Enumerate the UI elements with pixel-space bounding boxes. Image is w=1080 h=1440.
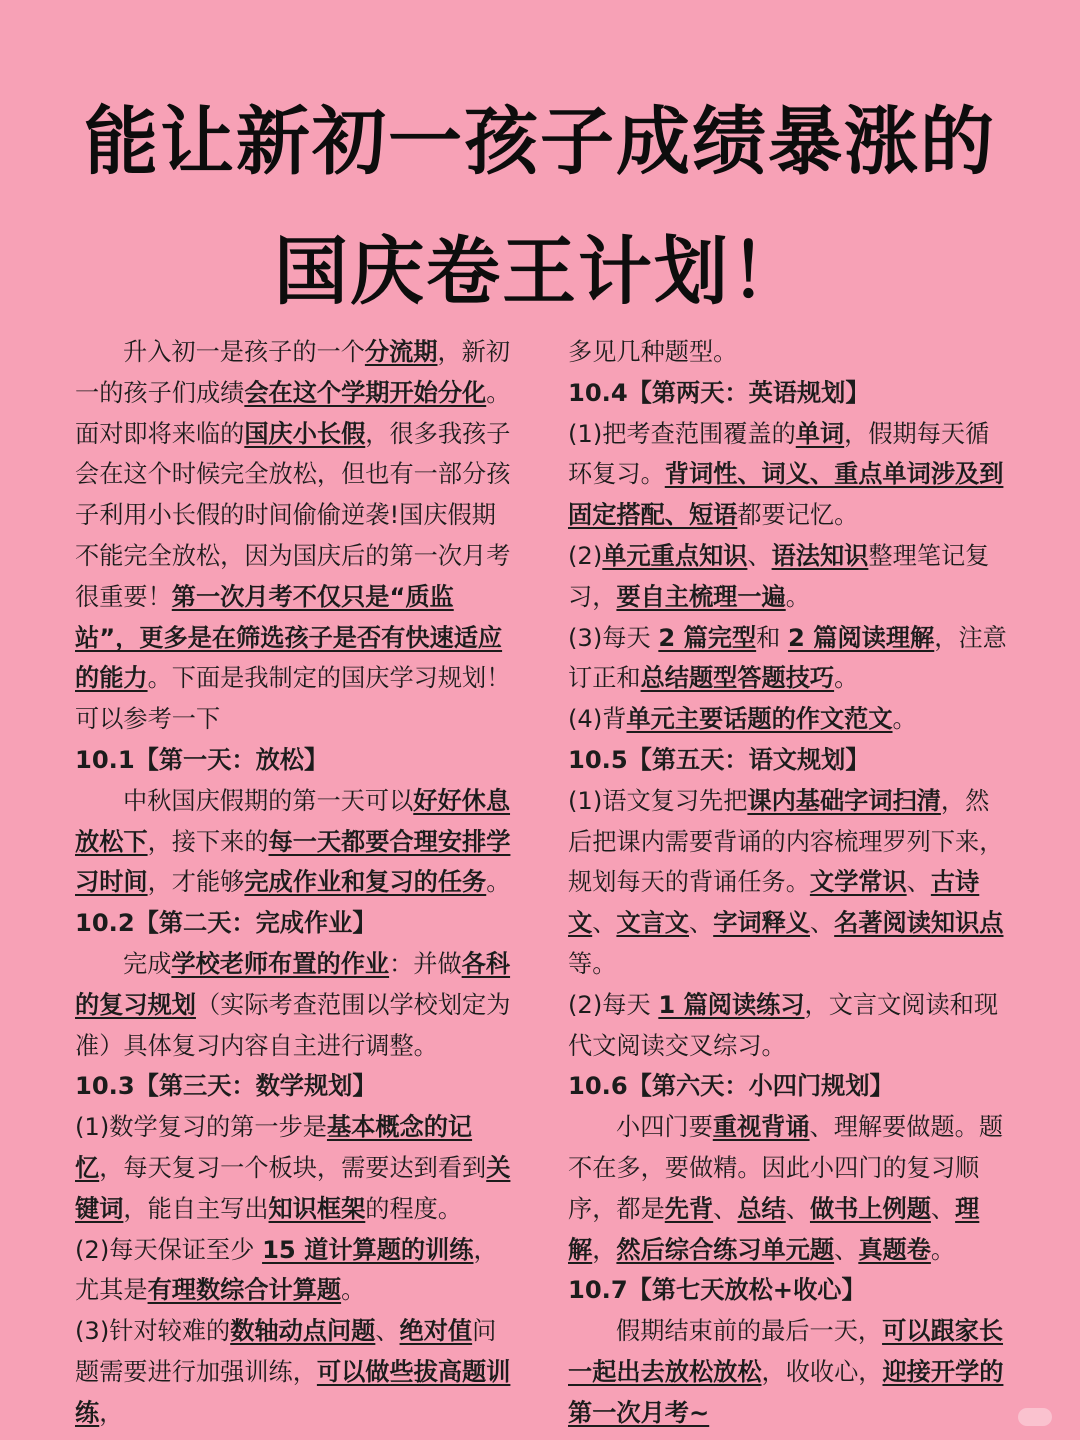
text-run: (1)把考查范围覆盖的	[568, 419, 796, 448]
emphasis-text: 迎接开学的第一次月考~	[568, 1357, 1004, 1427]
emphasis-text: 总结题型答题技巧	[640, 664, 835, 693]
text-run: 等。	[568, 949, 617, 978]
text-run: (3)每天	[568, 623, 659, 652]
emphasis-text: 各科的复习规划	[75, 949, 511, 1019]
text-run: ，	[592, 1235, 617, 1264]
text-run: 多见几种题型。	[568, 338, 738, 366]
paragraph	[75, 781, 515, 903]
paragraph	[568, 618, 1008, 700]
paragraph	[568, 1107, 1008, 1270]
paragraph	[75, 1107, 515, 1229]
page-title-line-1: 能让新初一孩子成绩暴涨的	[84, 99, 996, 185]
emphasis-text: 文学常识	[809, 868, 907, 897]
emphasis-text: 先背	[664, 1194, 714, 1223]
emphasis-text: 文言文	[616, 909, 689, 938]
emphasis-text: 知识框架	[268, 1194, 366, 1223]
text-run: 、	[688, 909, 714, 938]
section-heading: 10.4【第两天：英语规划】	[568, 378, 870, 407]
emphasis-text: 15 道计算题的训练	[262, 1235, 474, 1264]
text-run: 。	[834, 664, 859, 693]
text-run: 。	[486, 868, 511, 897]
text-run: 、	[785, 1194, 810, 1223]
text-run: 、	[809, 909, 835, 938]
paragraph	[568, 985, 1008, 1067]
text-run: 完成	[123, 949, 172, 978]
text-run: (2)每天保证至少	[75, 1235, 263, 1264]
text-run: (1)语文复习先把	[568, 786, 748, 815]
page-title-line-2: 国庆卷王计划！	[274, 229, 806, 315]
paragraph	[568, 414, 1008, 536]
text-run: ，收收心，	[761, 1357, 883, 1386]
emphasis-text: 2 篇完型	[658, 623, 757, 652]
emphasis-text: 1 篇阅读练习	[658, 990, 805, 1019]
text-run: 假期结束前的最后一天，	[616, 1317, 883, 1346]
emphasis-text: 好好休息放松下	[75, 786, 511, 856]
emphasis-text: 可以做些拔高题训练	[75, 1357, 511, 1427]
text-run: (2)每天	[568, 990, 659, 1019]
emphasis-text: 重视背诵	[712, 1113, 810, 1142]
text-run: ，假期每天循环复习。	[568, 419, 990, 489]
emphasis-text: 背词性、词义、重点单词涉及到固定搭配、短语	[568, 460, 1004, 530]
text-run: ，每天复习一个板块，需要达到看到	[99, 1153, 487, 1182]
text-run: ，尤其是	[75, 1235, 498, 1305]
emphasis-text: 关键词	[75, 1153, 511, 1223]
emphasis-text: 语法知识	[771, 541, 869, 570]
text-run: 的程度。	[365, 1194, 463, 1223]
text-run: ，很多我孩子会在这个时候完全放松，但也有一部分孩子利用小长假的时间偷偷逆袭!国庆假期不能完全放松，因为国庆后的第一次月考很重要！	[75, 419, 511, 611]
text-run: ，然后把课内需要背诵的内容梳理罗列下来，规划每天的背诵任务。	[568, 786, 1004, 897]
emphasis-text: 要自主梳理一遍	[616, 582, 786, 611]
text-run: ，注意订正和	[568, 623, 1007, 693]
emphasis-text: 绝对值	[399, 1317, 473, 1346]
emphasis-text: 做书上例题	[809, 1194, 931, 1223]
text-run: 。	[341, 1276, 366, 1305]
text-run: (1)数学复习的第一步是	[75, 1113, 327, 1142]
text-run: ，才能够	[147, 868, 245, 897]
emphasis-text: 单元主要话题的作文范文	[626, 705, 893, 734]
emphasis-text: 有理数综合计算题	[147, 1276, 342, 1305]
text-run: 、	[930, 1194, 956, 1223]
section-heading: 10.2【第二天：完成作业】	[75, 909, 377, 938]
section-heading: 10.3【第三天：数学规划】	[75, 1072, 377, 1101]
emphasis-text: 真题卷	[858, 1235, 931, 1264]
emphasis-text: 基本概念的记忆	[75, 1113, 473, 1182]
text-run: 。	[930, 1235, 956, 1264]
emphasis-text: 国庆小长假	[244, 419, 366, 448]
text-run: 、	[713, 1194, 738, 1223]
text-run: 和	[756, 623, 789, 652]
text-run: 、	[834, 1235, 859, 1264]
text-run: ，文言文阅读和现代文阅读交叉综习。	[568, 990, 999, 1060]
emphasis-text: 会在这个学期开始分化	[244, 378, 487, 407]
text-run: 、理解要做题。题不在多，要做精。因此小四门的复习顺序，都是	[568, 1113, 1004, 1223]
watermark-icon	[1018, 1408, 1052, 1426]
emphasis-text: 名著阅读知识点	[834, 909, 1004, 938]
text-run: 。下面是我制定的国庆学习规划！可以参考一下	[75, 664, 511, 734]
paragraph	[75, 1311, 515, 1433]
right-text-column	[568, 332, 1008, 1434]
text-run: 、	[592, 909, 617, 938]
text-run: ，新初一的孩子们成绩	[75, 338, 511, 407]
text-run: (2)	[568, 541, 603, 570]
text-run: (4)背	[568, 705, 627, 734]
emphasis-text: 然后综合练习单元题	[616, 1235, 835, 1264]
text-run: 小四门要	[616, 1113, 713, 1142]
emphasis-text: 总结	[737, 1194, 786, 1223]
paragraph	[75, 944, 515, 1066]
emphasis-text: 学校老师布置的作业	[171, 949, 390, 978]
text-run: ，接下来的	[147, 827, 269, 856]
emphasis-text: 分流期	[364, 338, 438, 366]
text-run: ，能自主写出	[123, 1194, 269, 1223]
text-run: 都要记忆。	[737, 501, 859, 530]
paragraph	[568, 1311, 1008, 1433]
paragraph	[568, 332, 1008, 373]
emphasis-text: 课内基础字词扫清	[747, 786, 941, 815]
section-heading: 10.6【第六天：小四门规划】	[568, 1072, 894, 1101]
emphasis-text: 每一天都要合理安排学习时间	[75, 827, 511, 897]
text-run: 。	[892, 705, 917, 734]
paragraph	[75, 1230, 515, 1312]
section-heading: 10.5【第五天：语文规划】	[568, 745, 870, 774]
paragraph	[75, 332, 515, 740]
text-run: ：并做	[389, 949, 462, 978]
emphasis-text: 单词	[795, 419, 845, 448]
emphasis-text: 字词释义	[713, 909, 810, 938]
paragraph	[568, 781, 1008, 985]
text-run: (3)针对较难的	[75, 1317, 231, 1346]
emphasis-text: 古诗文	[568, 868, 980, 938]
emphasis-text: 可以跟家长一起出去放松放松	[568, 1317, 1004, 1386]
text-run: 。	[785, 582, 810, 611]
text-run: 、	[906, 868, 931, 897]
emphasis-text: 数轴动点问题	[230, 1317, 376, 1346]
text-run: ，	[99, 1398, 124, 1427]
text-run: 升入初一是孩子的一个	[123, 338, 365, 366]
text-run: 中秋国庆假期的第一天可以	[123, 786, 414, 815]
paragraph	[568, 699, 1008, 740]
text-run: （实际考查范围以学校划定为准）具体复习内容自主进行调整。	[75, 990, 511, 1060]
text-run: 整理笔记复习，	[568, 541, 990, 611]
text-run: 、	[375, 1317, 400, 1346]
text-run: 、	[747, 541, 772, 570]
emphasis-text: 单元重点知识	[602, 541, 748, 570]
emphasis-text: 第一次月考不仅只是“质监站”，更多是在筛选孩子是否有快速适应的能力	[75, 582, 503, 693]
section-heading: 10.1【第一天：放松】	[75, 745, 329, 774]
section-heading: 10.7【第七天放松+收心】	[568, 1276, 866, 1305]
emphasis-text: 完成作业和复习的任务	[244, 868, 487, 897]
left-text-column	[75, 332, 515, 1434]
text-run: 问题需要进行加强训练，	[75, 1317, 497, 1386]
text-run: 。面对即将来临的	[75, 378, 511, 448]
emphasis-text: 2 篇阅读理解	[788, 623, 935, 652]
emphasis-text: 理解	[568, 1194, 980, 1264]
paragraph	[568, 536, 1008, 618]
